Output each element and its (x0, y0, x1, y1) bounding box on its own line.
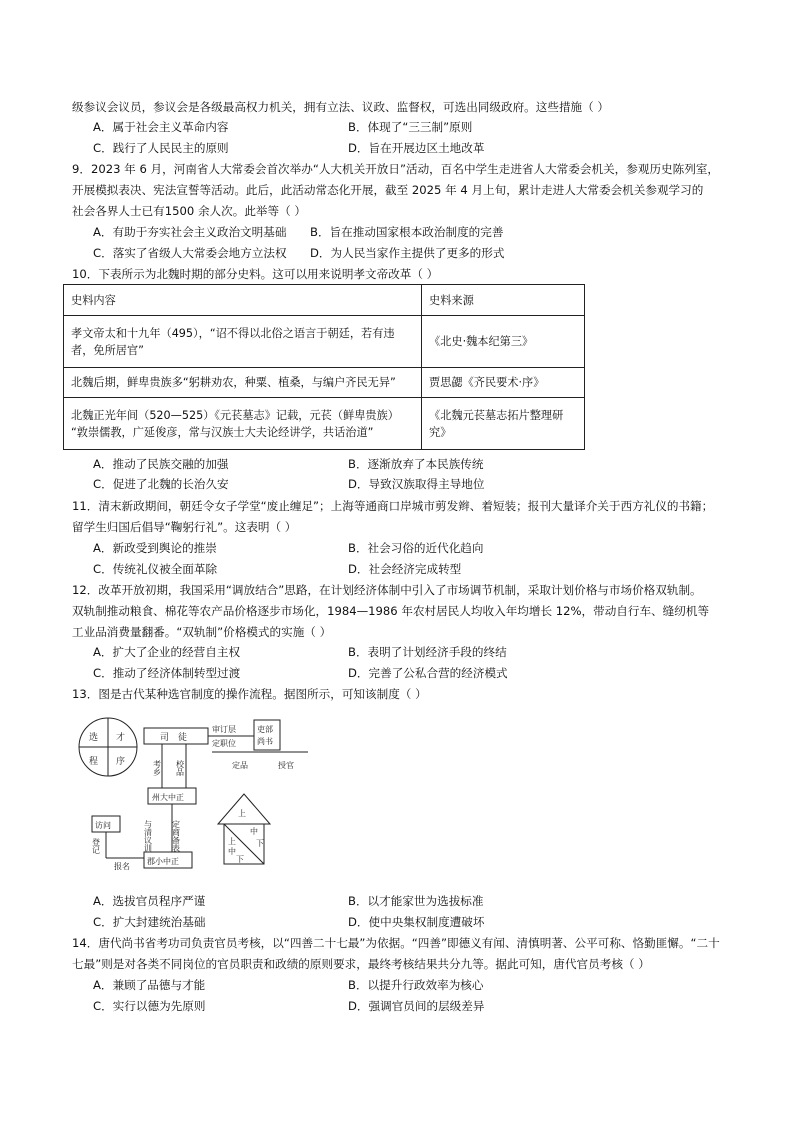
dengji-label: 登记 (91, 838, 101, 854)
dingzhi-label: 定职位 (212, 739, 236, 748)
table-header-source: 史料来源 (422, 285, 585, 316)
q9-option-c[interactable]: C．落实了省级人大常委会地方立法权 (93, 246, 287, 260)
rank-label: 中 (250, 827, 258, 836)
yuqingyixun-label: 与清议训 (143, 820, 153, 852)
zhoudazhongzheng-label: 州大中正 (152, 793, 184, 802)
cell-text: 《北史·魏本纪第三》 (429, 335, 534, 348)
wheel-label: 序 (116, 757, 126, 767)
cell-text: 《北魏元苌墓志拓片整理研 (429, 408, 564, 422)
q12-stem-line1: 12．改革开放初期，我国采用“调放结合”思路，在计划经济体制中引入了市场调节机制，采取计划价格与市场价格双轨制。 (72, 583, 702, 597)
kaoxiang-label: 考乡 (152, 760, 162, 776)
shenting-label: 审订层 (212, 725, 236, 734)
junxiaozhongzheng-label: 郡小中正 (147, 857, 179, 866)
q10-stem: 10．下表所示为北魏时期的部分史料。这可以用来说明孝文帝改革（ ） (72, 267, 439, 281)
q12-option-c[interactable]: C．推动了经济体制转型过渡 (93, 666, 241, 680)
q10-option-d[interactable]: D．导致汉族取得主导地位 (348, 477, 485, 491)
q13-option-d[interactable]: D．使中央集权制度遭破坏 (348, 915, 485, 929)
q13-option-c[interactable]: C．扩大封建统治基础 (93, 915, 206, 929)
table-cell-source (422, 398, 585, 450)
q10-option-c[interactable]: C．促进了北魏的长治久安 (93, 477, 229, 491)
q9-option-d[interactable]: D．为人民当家作主提供了更多的形式 (310, 246, 505, 260)
table-header-row (64, 285, 585, 316)
rank-label: 下 (236, 855, 244, 864)
selection-wheel (79, 718, 137, 776)
situ-label: 司 徒 (160, 733, 188, 743)
cell-text: “敦崇儒教，广延俊彦，常与汉族士大夫论经讲学，共话治道” (71, 425, 374, 439)
selection-flow-diagram (72, 712, 312, 882)
rank-label: 上 (228, 837, 236, 846)
wheel-label: 才 (116, 733, 126, 743)
baoming-label: 报名 (114, 862, 130, 871)
cell-text: 北魏后期，鲜卑贵族多“躬耕劝农，种粟、植桑，与编户齐民无异” (71, 376, 396, 389)
q8-stem-tail: 级参议会议员，参议会是各级最高权力机关，拥有立法、议政、监督权，可选出同级政府。这些措施（ ） (72, 100, 610, 114)
q12-option-d[interactable]: D．完善了公私合营的经济模式 (348, 666, 508, 680)
dingpin-label: 定品 (232, 761, 248, 770)
q9-stem-line2: 开展模拟表决、宪法宣誓等活动。此后，此活动常态化开展，截至 2025 年 4 月上旬，累计走进人大常委会机关参观学习的 (72, 183, 704, 197)
table-row (64, 316, 585, 368)
q9-option-a[interactable]: A．有助于夯实社会主义政治文明基础 (93, 225, 287, 239)
table-cell-content (64, 316, 422, 368)
q14-stem-line1: 14．唐代尚书省考功司负责官员考核，以“四善二十七最”为依据。“四善”即德义有闻、清慎明著、公平可称、恪勤匪懈。“二十 (72, 936, 720, 950)
table-header-content: 史料内容 (64, 285, 422, 316)
q11-option-a[interactable]: A．新政受到舆论的推崇 (93, 541, 217, 555)
rank-label: 中 (228, 847, 236, 856)
q11-stem-line1: 11．清末新政期间，朝廷令女子学堂“废止缠足”；上海等通商口岸城市剪发辫、着短装；报刊大量译介关于西方礼仪的书籍； (72, 499, 714, 513)
table-cell-source (422, 368, 585, 398)
q12-stem-line2: 双轨制推动粮食、棉花等农产品价格逐步市场化，1984—1986 年农村居民人均收入年均增长 12%，带动自行车、缝纫机等 (72, 604, 710, 618)
wheel-label: 程 (89, 757, 99, 767)
shouguan-label: 授官 (278, 761, 294, 770)
q14-option-d[interactable]: D．强调官员间的层级差异 (348, 999, 485, 1013)
q11-stem-line2: 留学生归国后倡导“鞠躬行礼”。这表明（ ） (72, 520, 297, 534)
q14-option-a[interactable]: A．兼顾了品德与才能 (93, 978, 206, 992)
cell-text: 孝文帝太和十九年（495），“诏不得以北俗之语言于朝廷，若有违 (71, 326, 395, 340)
cell-text: 北魏正光年间（520—525）《元苌墓志》记载，元苌（鲜卑贵族） (71, 408, 399, 422)
dingshangbeibiao-label: 定商备表 (171, 820, 181, 852)
wheel-label: 选 (89, 733, 99, 743)
q14-option-b[interactable]: B．以提升行政效率为核心 (348, 978, 484, 992)
table-cell-source (422, 316, 585, 368)
rank-label: 下 (256, 839, 264, 848)
jiaopin-label: 校品 (175, 760, 185, 776)
q9-stem-line1: 9．2023 年 6 月，河南省人大常委会首次举办“人大机关开放日”活动，百名中学生走进省人大常委会机关，参观历史陈列室， (72, 162, 720, 176)
table-row (64, 398, 585, 450)
q13-option-b[interactable]: B．以才能家世为选拔标准 (348, 894, 484, 908)
cell-text: 究》 (429, 425, 452, 439)
q12-option-a[interactable]: A．扩大了企业的经营自主权 (93, 645, 241, 659)
q13-option-a[interactable]: A．选拔官员程序严谨 (93, 894, 206, 908)
libu-label: 尚书 (257, 737, 273, 746)
q12-stem-line3: 工业品消费量翻番。“双轨制”价格模式的实施（ ） (72, 625, 332, 639)
rank-pyramid (218, 794, 270, 864)
q8-option-b[interactable]: B．体现了“三三制”原则 (348, 120, 473, 134)
q10-source-table (63, 284, 585, 450)
q11-option-c[interactable]: C．传统礼仪被全面革除 (93, 562, 218, 576)
q9-option-b[interactable]: B．旨在推动国家根本政治制度的完善 (310, 225, 504, 239)
cell-text: 者，免所居官” (71, 343, 144, 357)
fangwen-label: 访问 (95, 821, 111, 830)
q10-option-a[interactable]: A．推动了民族交融的加强 (93, 457, 229, 471)
q10-option-b[interactable]: B．逐渐放弃了本民族传统 (348, 457, 484, 471)
libu-label: 吏部 (257, 725, 273, 734)
q8-option-c[interactable]: C．践行了人民民主的原则 (93, 141, 229, 155)
table-row (64, 368, 585, 398)
q11-option-b[interactable]: B．社会习俗的近代化趋向 (348, 541, 484, 555)
rank-label: 上 (238, 809, 246, 818)
q13-stem: 13．图是古代某种选官制度的操作流程。据图所示，可知该制度（ ） (72, 687, 427, 701)
q11-option-d[interactable]: D．社会经济完成转型 (348, 562, 462, 576)
q14-stem-line2: 七最”则是对各类不同岗位的官员职责和政绩的原则要求，最终考核结果共分九等。据此可知，唐代官员考核（ ） (72, 957, 650, 971)
q9-stem-line3: 社会各界人士已有1500 余人次。此举等（ ） (72, 204, 306, 218)
q8-option-d[interactable]: D．旨在开展边区土地改革 (348, 141, 485, 155)
q8-option-a[interactable]: A．属于社会主义革命内容 (93, 120, 229, 134)
q14-option-c[interactable]: C．实行以德为先原则 (93, 999, 206, 1013)
table-cell-content (64, 398, 422, 450)
cell-text: 贾思勰《齐民要术·序》 (429, 376, 545, 389)
table-cell-content (64, 368, 422, 398)
q12-option-b[interactable]: B．表明了计划经济手段的终结 (348, 645, 507, 659)
